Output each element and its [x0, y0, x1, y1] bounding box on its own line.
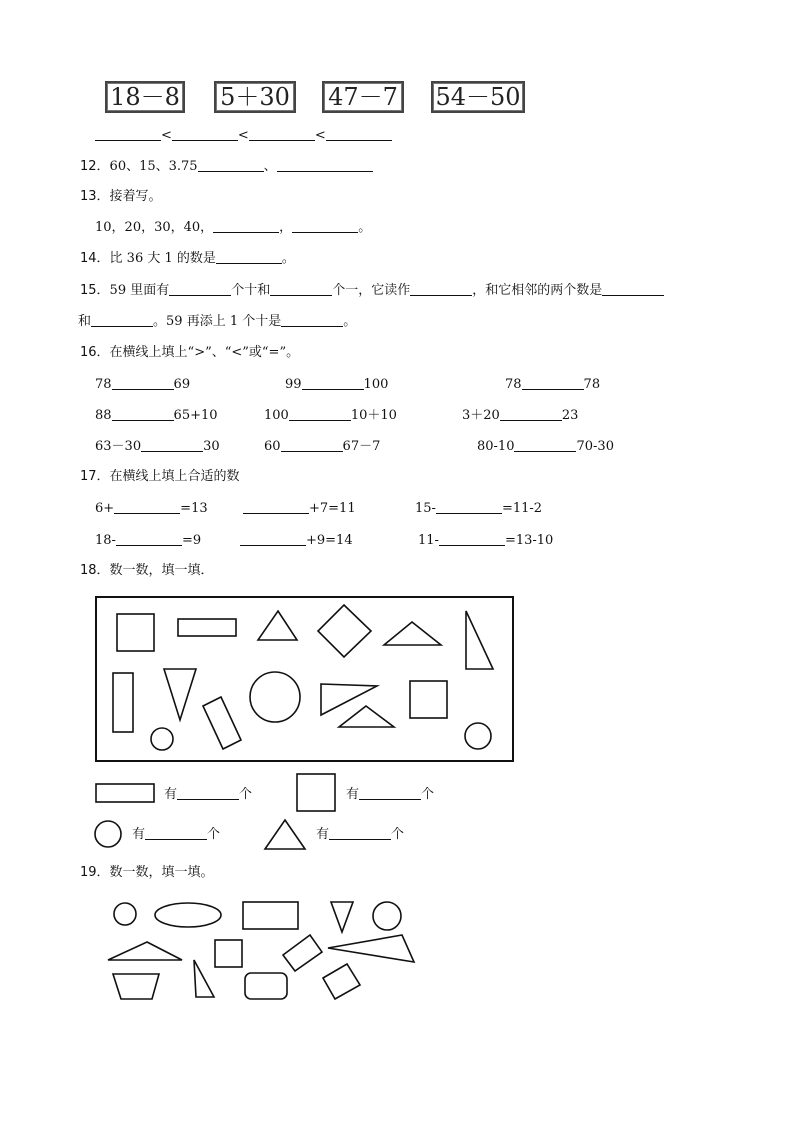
question-instruction: 接着写。: [109, 189, 162, 204]
left-term: 78: [505, 377, 522, 392]
left-term: 60: [264, 439, 281, 454]
period: 。: [281, 251, 295, 266]
right-term: +9=14: [306, 533, 353, 548]
question-text: 个一，它读作: [332, 283, 411, 298]
left-term: 11-: [418, 533, 439, 548]
right-term: 78: [583, 377, 601, 392]
right-term: 70-30: [576, 439, 614, 454]
triangle-shape: [384, 622, 441, 645]
right-term: 30: [203, 439, 220, 454]
right-term: 10＋10: [350, 408, 397, 423]
square-shape: [318, 605, 371, 657]
left-term: 3＋20: [462, 408, 500, 423]
question-number: 18．: [80, 563, 110, 578]
period: 。: [358, 220, 372, 235]
ge-label: 个: [239, 787, 253, 802]
triangle-shape: [164, 669, 196, 720]
you-label: 有: [346, 787, 360, 802]
left-term: 99: [285, 377, 302, 392]
question-text: 和: [78, 314, 92, 329]
circle-shape: [250, 672, 300, 722]
question-text: 59 里面有: [109, 283, 170, 298]
right-term: 100: [363, 377, 389, 392]
square-shape: [215, 940, 242, 967]
left-term: 78: [95, 377, 112, 392]
left-term: 63－30: [95, 439, 142, 454]
right-term: =13: [180, 501, 208, 516]
ge-label: 个: [207, 827, 221, 842]
rectangle-shape: [178, 619, 236, 636]
answer-blank[interactable]: [329, 826, 391, 840]
lt-sign: <: [161, 128, 172, 143]
question-text: ，和它相邻的两个数是: [472, 283, 603, 298]
left-term: 18-: [95, 533, 116, 548]
right-term: =13-10: [504, 533, 554, 548]
question-instruction: 数一数，填一填．: [109, 563, 214, 578]
left-term: 6+: [95, 501, 115, 516]
circle-shape: [114, 903, 136, 925]
triangle-shape: [466, 611, 493, 669]
triangle-shape: [328, 935, 414, 962]
you-label: 有: [132, 827, 146, 842]
rectangle-shape: [283, 935, 322, 971]
triangle-shape: [321, 684, 377, 715]
square-icon: [297, 774, 335, 811]
trapezoid-shape: [113, 974, 159, 999]
ge-label: 个: [421, 787, 435, 802]
oval-shape: [155, 903, 221, 927]
q18-answer-square: [346, 786, 434, 804]
circle-shape: [373, 902, 401, 930]
sequence-text: 10，20，30，40，: [95, 220, 214, 235]
left-term: 100: [264, 408, 289, 423]
question-text: 。59 再添上 1 个十是: [153, 314, 282, 329]
question-instruction: 数一数，填一填。: [109, 865, 214, 880]
triangle-shape: [331, 902, 353, 932]
right-term: =11-2: [501, 501, 543, 516]
circle-shape: [151, 728, 173, 750]
right-term: 23: [561, 408, 579, 423]
rounded-rectangle-shape: [245, 973, 287, 999]
answer-blank[interactable]: [145, 826, 207, 840]
q18-answer-rectangle: [164, 786, 252, 804]
lt-sign: <: [237, 128, 249, 143]
q18-answer-circle: [132, 826, 220, 844]
q18-answer-triangle: [316, 826, 404, 844]
you-label: 有: [316, 827, 330, 842]
right-term: 65+10: [173, 408, 218, 423]
comma: ，: [279, 220, 293, 235]
question-number: 17．: [80, 469, 110, 484]
right-term: 69: [173, 377, 191, 392]
expression-box-3: 47－7: [322, 81, 404, 113]
question-instruction: 在横线上填上“>”、“<”或“=”。: [109, 345, 300, 360]
ge-label: 个: [391, 827, 405, 842]
rectangle-shape: [113, 673, 133, 732]
separator: 、: [263, 159, 277, 174]
answer-blank[interactable]: [177, 786, 239, 800]
triangle-shape: [339, 706, 394, 727]
left-term: 15-: [415, 501, 436, 516]
triangle-shape: [108, 942, 182, 960]
rectangle-shape: [203, 697, 241, 749]
triangle-shape: [194, 960, 214, 997]
question-number: 14．: [80, 251, 110, 266]
expression-box-2: 5＋30: [214, 81, 296, 113]
square-shape: [410, 681, 447, 718]
triangle-icon: [265, 820, 305, 849]
rectangle-icon: [96, 784, 154, 802]
circle-shape: [465, 723, 491, 749]
question-number: 16．: [80, 345, 110, 360]
circle-icon: [95, 821, 121, 847]
left-term: 88: [95, 408, 112, 423]
you-label: 有: [164, 787, 178, 802]
question-text: 60、15、3.75: [109, 159, 198, 174]
right-term: +7=11: [309, 501, 356, 516]
square-shape: [117, 614, 154, 651]
question-19-title: [80, 864, 214, 882]
answer-blank[interactable]: [359, 786, 421, 800]
triangle-shape: [258, 611, 297, 640]
question-text: 比 36 大 1 的数是: [109, 251, 216, 266]
expression-box-4: 54－50: [431, 81, 525, 113]
question-number: 13．: [80, 189, 110, 204]
question-text: 个十和: [231, 283, 271, 298]
question-number: 19．: [80, 865, 110, 880]
period: 。: [343, 314, 357, 329]
question-number: 15．: [80, 283, 110, 298]
left-term: 80-10: [477, 439, 515, 454]
question-instruction: 在横线上填上合适的数: [109, 469, 240, 484]
rectangle-shape: [243, 902, 298, 929]
lt-sign: <: [314, 128, 326, 143]
square-shape: [323, 964, 360, 999]
question-number: 12．: [80, 159, 110, 174]
right-term: 67－7: [342, 439, 381, 454]
expression-box-1: 18－8: [105, 81, 185, 113]
right-term: =9: [181, 533, 202, 548]
frame-rectangle: [96, 597, 513, 761]
